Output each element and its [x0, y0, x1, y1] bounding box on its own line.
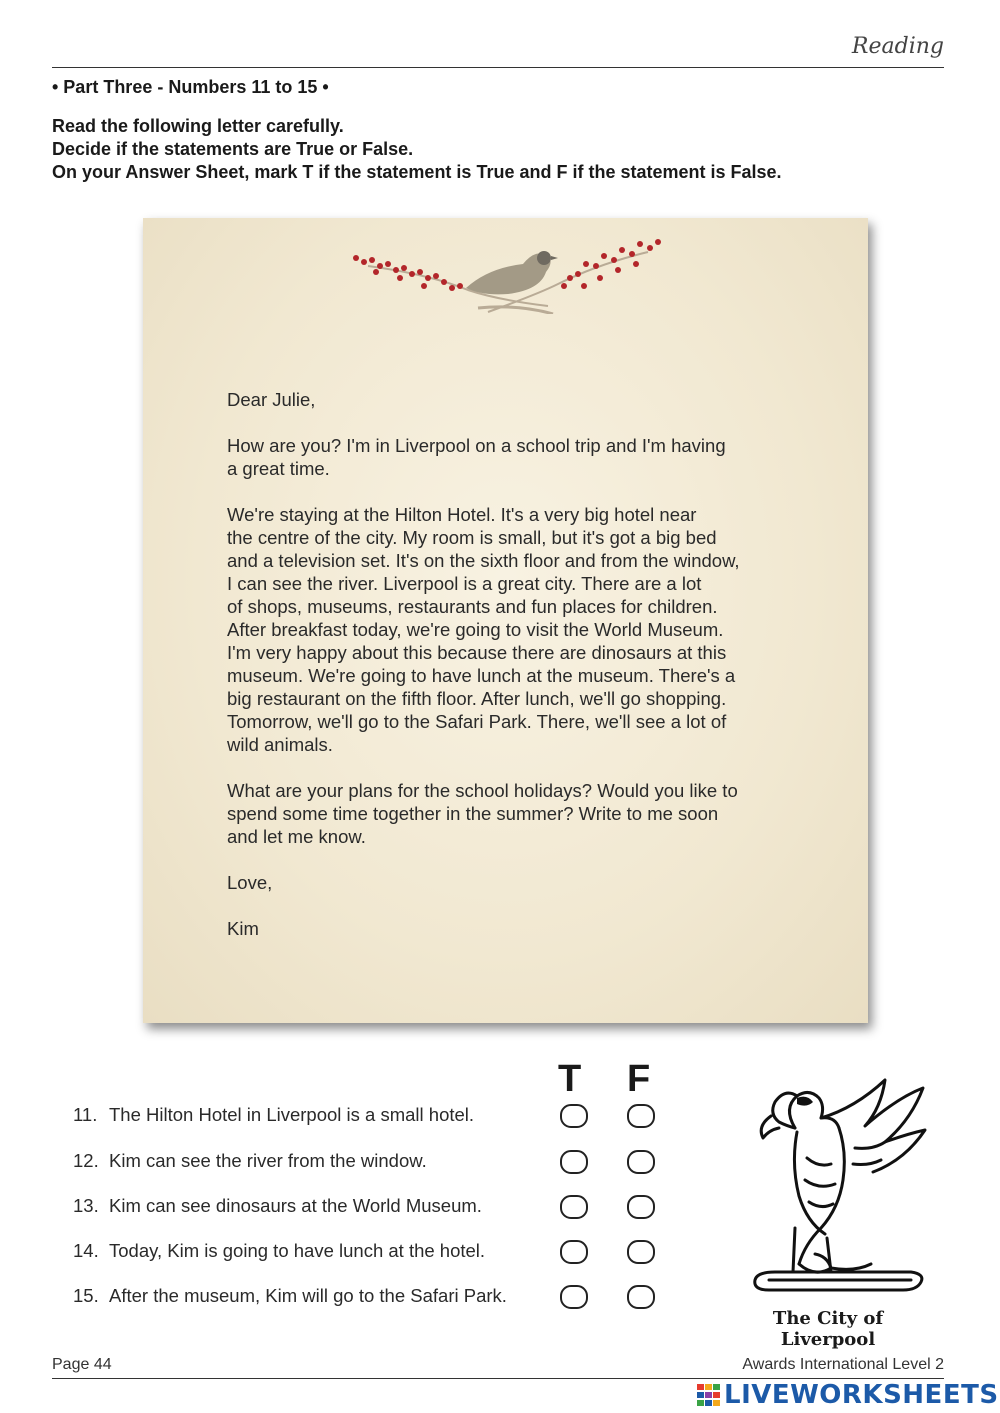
false-answer-bubble[interactable]	[627, 1240, 655, 1264]
instruction-line: Read the following letter carefully.	[52, 116, 344, 136]
liveworksheets-brand-text: LIVEWORKSHEETS	[724, 1380, 999, 1410]
question-text: The Hilton Hotel in Liverpool is a small hotel.	[109, 1104, 475, 1125]
instruction-line: On your Answer Sheet, mark T if the statement is True and F if the statement is False.	[52, 162, 782, 182]
true-answer-bubble[interactable]	[560, 1240, 588, 1264]
letter-paragraph: What are your plans for the school holidays? Would you like to spend some time together in the summer? Write to me soon and let me know.	[227, 780, 738, 847]
footer-series-title: Awards International Level 2	[742, 1356, 944, 1373]
question-text: Kim can see dinosaurs at the World Museum.	[109, 1195, 482, 1216]
question-number: 14.	[73, 1240, 99, 1261]
footer-rule	[52, 1378, 944, 1379]
letter-paper	[143, 218, 868, 1023]
question-number: 12.	[73, 1150, 99, 1171]
question-text: After the museum, Kim will go to the Safari Park.	[109, 1285, 507, 1306]
question-text: Today, Kim is going to have lunch at the hotel.	[109, 1240, 486, 1261]
true-answer-bubble[interactable]	[560, 1150, 588, 1174]
bird-on-branch-illustration	[348, 234, 668, 314]
letter-greeting: Dear Julie,	[227, 389, 316, 410]
true-column-header: T	[558, 1058, 582, 1100]
part-title: • Part Three - Numbers 11 to 15 •	[52, 77, 329, 97]
liver-bird-crest-icon	[735, 1068, 931, 1304]
question-number: 13.	[73, 1195, 99, 1216]
instructions	[52, 115, 782, 184]
letter-body	[227, 388, 827, 963]
letter-closing: Love,	[227, 872, 273, 893]
true-answer-bubble[interactable]	[560, 1104, 588, 1128]
false-answer-bubble[interactable]	[627, 1285, 655, 1309]
letter-paragraph: How are you? I'm in Liverpool on a school trip and I'm having a great time.	[227, 435, 726, 479]
instruction-line: Decide if the statements are True or False.	[52, 139, 414, 159]
crest-caption: The City of Liverpool	[772, 1308, 884, 1350]
liveworksheets-grid-icon	[697, 1384, 721, 1406]
letter-paragraph: We're staying at the Hilton Hotel. It's a very big hotel near the centre of the city. My room is small, but it's got a big bed and a television set. It's on the sixth floor and from the window, I can see the river. Liverpool is a great city. There are a lot of shops, museums, restaurants and fun places for children. After breakfast today, we're going to visit the World Museum. I'm very happy about this because there are dinosaurs at this museum. We're going to have lunch at the museum. There's a big restaurant on the fifth floor. After lunch, we'll go shopping. Tomorrow, we'll go to the Safari Park. There, we'll see a lot of wild animals.	[227, 504, 740, 755]
footer-page-number: Page 44	[52, 1356, 112, 1373]
false-answer-bubble[interactable]	[627, 1150, 655, 1174]
question-text: Kim can see the river from the window.	[109, 1150, 427, 1171]
false-answer-bubble[interactable]	[627, 1195, 655, 1219]
header-rule	[52, 67, 944, 68]
false-column-header: F	[627, 1058, 651, 1100]
liveworksheets-logo[interactable]	[697, 1381, 999, 1409]
true-answer-bubble[interactable]	[560, 1195, 588, 1219]
header-section-label: Reading	[851, 34, 944, 59]
true-answer-bubble[interactable]	[560, 1285, 588, 1309]
question-number: 15.	[73, 1285, 99, 1306]
false-answer-bubble[interactable]	[627, 1104, 655, 1128]
question-number: 11.	[73, 1104, 98, 1125]
letter-signature: Kim	[227, 918, 259, 939]
